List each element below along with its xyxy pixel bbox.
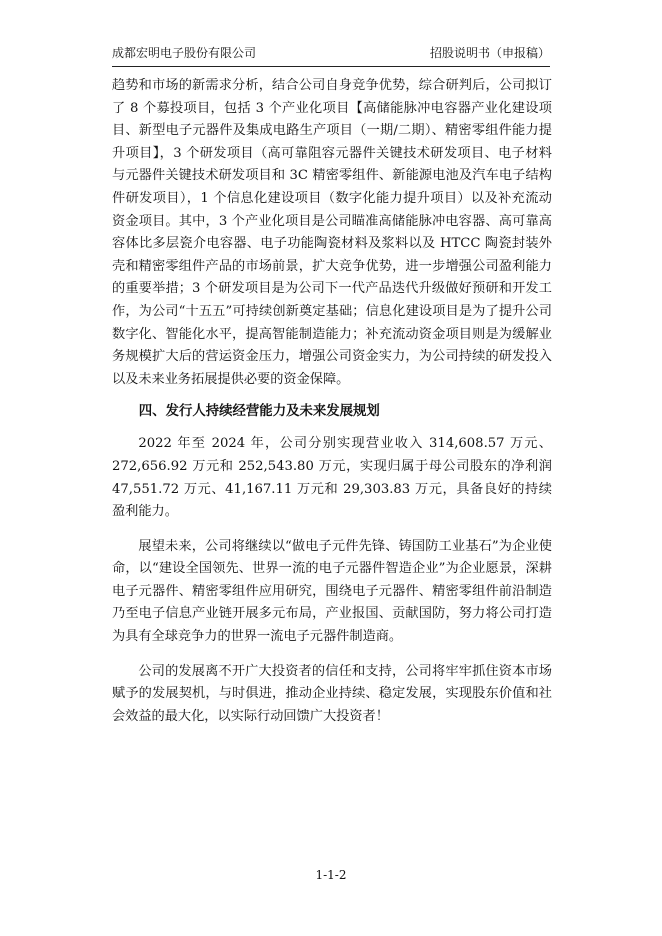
paragraph-future-outlook: 展望未来，公司将继续以“做电子元件先锋、铸国防工业基石”为企业使命，以“建设全国领先、世界一流的电子元器件智造企业”为企业愿景，深耕电子元器件、精密零组件应用研究，围绕电子元器件、精密零组件前沿制造乃至电子信息产业链开展多元布局，产业报国、贡献国防，努力将公司打造为具有全球竞争力的世界一流电子元器件制造商。 [112, 538, 552, 645]
header-company-name: 成都宏明电子股份有限公司 [112, 46, 257, 60]
page-number: 1-1-2 [315, 868, 347, 882]
page-content [112, 75, 552, 728]
paragraph-investor-thanks: 公司的发展离不开广大投资者的信任和支持，公司将牢牢抓住资本市场赋予的发展契机，与时俱进，推动企业持续、稳定发展，实现股东价值和社会效益的最大化，以实际行动回馈广大投资者！ [112, 663, 552, 724]
paragraph-gap [112, 649, 552, 661]
section-heading: 四、发行人持续经营能力及未来发展规划 [138, 404, 380, 420]
page-header [112, 40, 550, 67]
paragraph-gap [112, 524, 552, 536]
paragraph-financial-results: 2022 年至 2024 年，公司分别实现营业收入 314,608.57 万元、272,656.92 万元和 252,543.80 万元，实现归属于母公司股东的净利润 47,551.72 万元、41,167.11 万元和 29,303.83 万元，具备良好的持续盈利能力。 [112, 436, 552, 520]
header-document-type: 招股说明书（申报稿） [429, 46, 550, 60]
paragraph-fundraising-projects: 趋势和市场的新需求分析，结合公司自身竞争优势，综合研判后，公司拟订了 8 个募投项目，包括 3 个产业化项目【高储能脉冲电容器产业化建设项目、新型电子元器件及集成电路生产项目（一期/二期）、精密零组件能力提升项目】，3 个研发项目（高可靠阻容元器件关键技术研发项目、电子材料与元器件关键技术研发项目和 3C 精密零组件、新能源电池及汽车电子结构件研发项目），1 个信息化建设项目（数字化能力提升项目）以及补充流动资金项目。其中，3 个产业化项目是公司瞄准高储能脉冲电容器、高可靠高容体比多层瓷介电容器、电子功能陶瓷材料及浆料以及 HTCC 陶瓷封装外壳和精密零组件产品的市场前景，扩大竞争优势，进一步增强公司盈利能力的重要举措；3 个研发项目是为公司下一代产品迭代升级做好预研和开发工作，为公司“十五五”可持续创新奠定基础；信息化建设项目是为了提升公司数字化、智能化水平，提高智能制造能力；补充流动资金项目则是为缓解业务规模扩大后的营运资金压力，增强公司资金实力，为公司持续的研发投入以及未来业务拓展提供必要的资金保障。 [112, 78, 552, 387]
